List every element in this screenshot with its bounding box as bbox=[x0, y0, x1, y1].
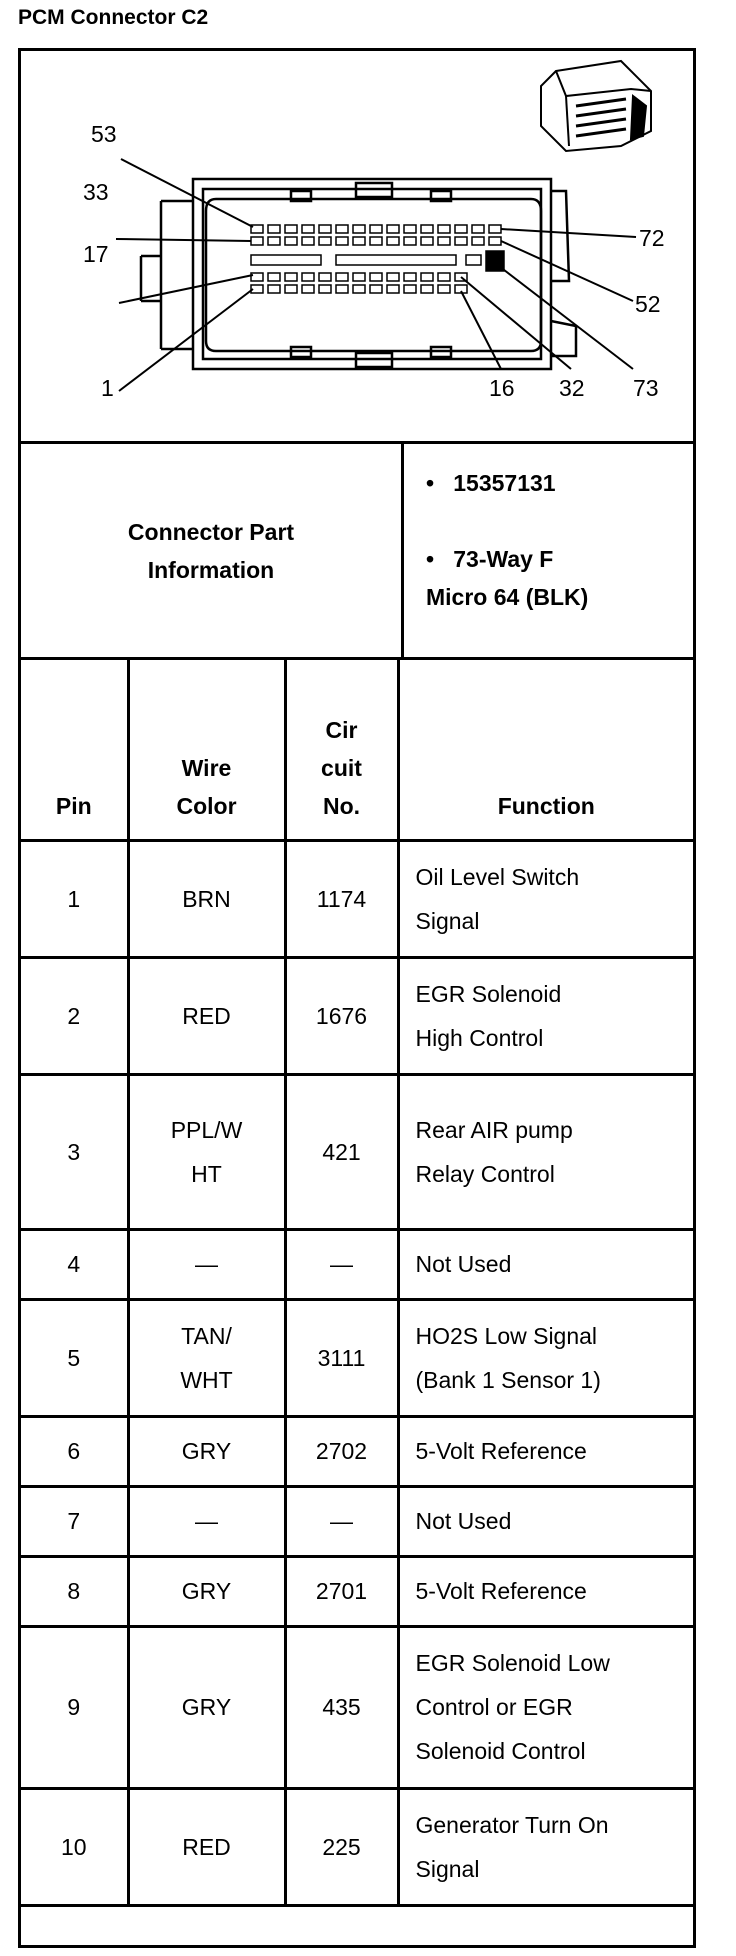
cell-circuit: 2701 bbox=[285, 1556, 398, 1626]
table-row bbox=[21, 1486, 693, 1556]
cell-circuit: — bbox=[285, 1486, 398, 1556]
cell-function: EGR Solenoid High Control bbox=[398, 957, 693, 1074]
cell-wire-color: TAN/ WHT bbox=[128, 1299, 285, 1416]
pin-table bbox=[21, 660, 693, 1907]
part-description: 73-Way F bbox=[453, 546, 554, 572]
cell-circuit: 1174 bbox=[285, 840, 398, 957]
column-header-circuit: Cir cuit No. bbox=[285, 660, 398, 840]
table-row bbox=[21, 840, 693, 957]
pin-label-53: 53 bbox=[91, 121, 117, 147]
part-desc-line1 bbox=[426, 546, 553, 573]
cell-function: EGR Solenoid Low Control or EGR Solenoid Control bbox=[398, 1626, 693, 1788]
pin-grid bbox=[251, 225, 504, 293]
connector-thumbnail-icon bbox=[541, 61, 651, 151]
connector-table bbox=[18, 48, 696, 1948]
column-header-function: Function bbox=[398, 660, 693, 840]
cell-pin: 8 bbox=[21, 1556, 128, 1626]
pin-label-52: 52 bbox=[635, 291, 661, 317]
part-number-line bbox=[426, 470, 556, 497]
cell-pin: 3 bbox=[21, 1074, 128, 1229]
table-row bbox=[21, 957, 693, 1074]
latch-slot bbox=[251, 255, 321, 265]
cell-function: Not Used bbox=[398, 1229, 693, 1299]
part-info-label bbox=[21, 444, 404, 657]
pin-label-32: 32 bbox=[559, 375, 585, 401]
cell-circuit: 225 bbox=[285, 1788, 398, 1905]
cell-function: Oil Level Switch Signal bbox=[398, 840, 693, 957]
pin-label-73: 73 bbox=[633, 375, 659, 401]
connector-drawing bbox=[21, 51, 693, 441]
cell-pin: 7 bbox=[21, 1486, 128, 1556]
table-row bbox=[21, 1556, 693, 1626]
cell-pin: 4 bbox=[21, 1229, 128, 1299]
cell-wire-color: PPL/W HT bbox=[128, 1074, 285, 1229]
cell-wire-color: BRN bbox=[128, 840, 285, 957]
pin-row-bottom bbox=[251, 273, 467, 293]
cell-pin: 9 bbox=[21, 1626, 128, 1788]
pin-row-top bbox=[251, 225, 501, 245]
connector-diagram bbox=[21, 51, 693, 444]
cell-function: 5-Volt Reference bbox=[398, 1416, 693, 1486]
pin-label-33: 33 bbox=[83, 179, 109, 205]
pin-label-1: 1 bbox=[101, 375, 114, 401]
cell-wire-color: GRY bbox=[128, 1626, 285, 1788]
cell-circuit: — bbox=[285, 1229, 398, 1299]
bullet-icon: • bbox=[426, 546, 435, 572]
table-row bbox=[21, 1299, 693, 1416]
cell-function: Generator Turn On Signal bbox=[398, 1788, 693, 1905]
table-row bbox=[21, 1416, 693, 1486]
cell-function: Rear AIR pump Relay Control bbox=[398, 1074, 693, 1229]
cell-pin: 10 bbox=[21, 1788, 128, 1905]
table-row bbox=[21, 1074, 693, 1229]
cell-function: 5-Volt Reference bbox=[398, 1556, 693, 1626]
cell-wire-color: RED bbox=[128, 957, 285, 1074]
cell-pin: 6 bbox=[21, 1416, 128, 1486]
part-desc-line2: Micro 64 (BLK) bbox=[426, 584, 589, 610]
cell-wire-color: — bbox=[128, 1486, 285, 1556]
table-row bbox=[21, 1229, 693, 1299]
part-info-label-line2: Information bbox=[147, 556, 275, 583]
column-header-pin: Pin bbox=[21, 660, 128, 840]
table-row bbox=[21, 1788, 693, 1905]
latch-slot bbox=[336, 255, 456, 265]
table-row bbox=[21, 1626, 693, 1788]
cell-pin: 5 bbox=[21, 1299, 128, 1416]
part-info-label-line1: Connector Part bbox=[127, 518, 295, 545]
connector-part-info bbox=[21, 444, 693, 660]
bullet-icon: • bbox=[426, 470, 435, 496]
cell-circuit: 2702 bbox=[285, 1416, 398, 1486]
column-header-wire-color: Wire Color bbox=[128, 660, 285, 840]
part-number: 15357131 bbox=[453, 470, 556, 496]
cell-pin: 1 bbox=[21, 840, 128, 957]
cell-circuit: 3111 bbox=[285, 1299, 398, 1416]
pin-label-72: 72 bbox=[639, 225, 665, 251]
cell-circuit: 421 bbox=[285, 1074, 398, 1229]
cell-wire-color: — bbox=[128, 1229, 285, 1299]
table-header-row bbox=[21, 660, 693, 840]
cell-circuit: 435 bbox=[285, 1626, 398, 1788]
cell-pin: 2 bbox=[21, 957, 128, 1074]
cell-wire-color: GRY bbox=[128, 1416, 285, 1486]
cell-function: HO2S Low Signal (Bank 1 Sensor 1) bbox=[398, 1299, 693, 1416]
cell-wire-color: GRY bbox=[128, 1556, 285, 1626]
cell-function: Not Used bbox=[398, 1486, 693, 1556]
pin-label-16: 16 bbox=[489, 375, 515, 401]
cell-wire-color: RED bbox=[128, 1788, 285, 1905]
pin-label-17: 17 bbox=[83, 241, 109, 267]
part-info-values bbox=[404, 444, 693, 657]
cell-circuit: 1676 bbox=[285, 957, 398, 1074]
page-title: PCM Connector C2 bbox=[18, 6, 209, 29]
